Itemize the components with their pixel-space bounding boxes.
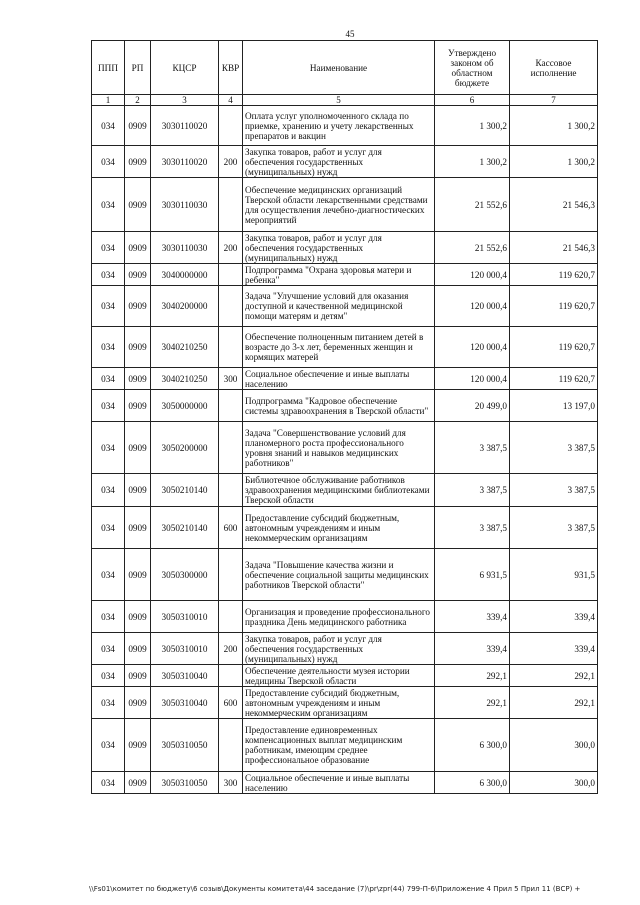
row-executed: 21 546,3 bbox=[510, 178, 598, 232]
row-kcsr: 3030110030 bbox=[151, 178, 219, 232]
row-kvr bbox=[219, 178, 243, 232]
row-executed: 119 620,7 bbox=[510, 327, 598, 368]
header-row bbox=[92, 41, 598, 95]
row-kcsr: 3050310010 bbox=[151, 633, 219, 665]
row-rp: 0909 bbox=[125, 368, 151, 390]
table-row bbox=[92, 474, 598, 507]
row-name: Библиотечное обслуживание работников здравоохранения медицинскими библиотеками Тверской области bbox=[243, 474, 435, 507]
row-ppp: 034 bbox=[92, 687, 125, 719]
row-kvr: 600 bbox=[219, 687, 243, 719]
table-row bbox=[92, 368, 598, 390]
row-kvr bbox=[219, 719, 243, 772]
row-rp: 0909 bbox=[125, 474, 151, 507]
row-kcsr: 3050310050 bbox=[151, 772, 219, 794]
row-name: Оплата услуг уполномоченного склада по приемке, хранению и учету лекарственных препаратов и вакцин bbox=[243, 106, 435, 146]
header-approved: Утверждено законом об областном бюджете bbox=[435, 41, 510, 95]
row-kcsr: 3050310050 bbox=[151, 719, 219, 772]
row-name: Предоставление субсидий бюджетным, автономным учреждениям и иным некоммерческим организациям bbox=[243, 687, 435, 719]
row-ppp: 034 bbox=[92, 327, 125, 368]
row-approved: 1 300,2 bbox=[435, 146, 510, 178]
row-approved: 120 000,4 bbox=[435, 264, 510, 286]
row-kvr bbox=[219, 106, 243, 146]
row-ppp: 034 bbox=[92, 474, 125, 507]
row-kvr bbox=[219, 422, 243, 474]
row-name: Обеспечение полноценным питанием детей в возрасте до 3-х лет, беременных женщин и кормящих матерей bbox=[243, 327, 435, 368]
table-row bbox=[92, 687, 598, 719]
row-ppp: 034 bbox=[92, 719, 125, 772]
row-rp: 0909 bbox=[125, 665, 151, 687]
table-row bbox=[92, 719, 598, 772]
header-name: Наименование bbox=[243, 41, 435, 95]
table-row bbox=[92, 390, 598, 422]
row-name: Предоставление единовременных компенсационных выплат медицинским работникам, имеющим среднее профессиональное образование bbox=[243, 719, 435, 772]
row-approved: 292,1 bbox=[435, 687, 510, 719]
row-kcsr: 3050200000 bbox=[151, 422, 219, 474]
row-approved: 120 000,4 bbox=[435, 327, 510, 368]
header-kvr: КВР bbox=[219, 41, 243, 95]
row-kvr: 200 bbox=[219, 633, 243, 665]
row-name: Организация и проведение профессионального праздника День медицинского работника bbox=[243, 601, 435, 633]
row-name: Обеспечение деятельности музея истории медицины Тверской области bbox=[243, 665, 435, 687]
column-number: 5 bbox=[243, 95, 435, 106]
row-executed: 339,4 bbox=[510, 633, 598, 665]
row-kcsr: 3030110020 bbox=[151, 106, 219, 146]
row-ppp: 034 bbox=[92, 264, 125, 286]
row-approved: 3 387,5 bbox=[435, 422, 510, 474]
row-approved: 339,4 bbox=[435, 601, 510, 633]
row-kvr: 300 bbox=[219, 772, 243, 794]
row-ppp: 034 bbox=[92, 633, 125, 665]
row-approved: 21 552,6 bbox=[435, 178, 510, 232]
row-rp: 0909 bbox=[125, 146, 151, 178]
row-kvr: 200 bbox=[219, 146, 243, 178]
row-rp: 0909 bbox=[125, 687, 151, 719]
table-row bbox=[92, 422, 598, 474]
row-approved: 3 387,5 bbox=[435, 507, 510, 549]
row-rp: 0909 bbox=[125, 633, 151, 665]
column-number: 3 bbox=[151, 95, 219, 106]
file-path-footer: \\Fs01\комитет по бюджету\6 созыв\Документы комитета\44 заседание (7)\pr\zpr(44) 799-П-6\Приложение 4 Прил 5 Прил 11 (ВСР) + bbox=[89, 885, 581, 893]
row-rp: 0909 bbox=[125, 422, 151, 474]
table-row bbox=[92, 549, 598, 601]
table-row bbox=[92, 146, 598, 178]
column-number: 6 bbox=[435, 95, 510, 106]
row-approved: 120 000,4 bbox=[435, 286, 510, 327]
row-ppp: 034 bbox=[92, 390, 125, 422]
table-row bbox=[92, 264, 598, 286]
row-executed: 931,5 bbox=[510, 549, 598, 601]
row-kcsr: 3050310040 bbox=[151, 687, 219, 719]
table-row bbox=[92, 633, 598, 665]
row-rp: 0909 bbox=[125, 106, 151, 146]
row-approved: 20 499,0 bbox=[435, 390, 510, 422]
table-row bbox=[92, 327, 598, 368]
row-ppp: 034 bbox=[92, 286, 125, 327]
row-kvr bbox=[219, 549, 243, 601]
row-kcsr: 3050310040 bbox=[151, 665, 219, 687]
row-kcsr: 3050210140 bbox=[151, 507, 219, 549]
row-rp: 0909 bbox=[125, 772, 151, 794]
row-kcsr: 3030110020 bbox=[151, 146, 219, 178]
row-rp: 0909 bbox=[125, 327, 151, 368]
page-number: 45 bbox=[345, 29, 355, 39]
row-rp: 0909 bbox=[125, 390, 151, 422]
table-row bbox=[92, 601, 598, 633]
header-ppp: ППП bbox=[92, 41, 125, 95]
row-executed: 21 546,3 bbox=[510, 232, 598, 264]
row-kvr bbox=[219, 601, 243, 633]
row-name: Подпрограмма "Охрана здоровья матери и ребенка" bbox=[243, 264, 435, 286]
row-rp: 0909 bbox=[125, 232, 151, 264]
row-kcsr: 3050310010 bbox=[151, 601, 219, 633]
row-kvr bbox=[219, 390, 243, 422]
row-approved: 1 300,2 bbox=[435, 106, 510, 146]
row-ppp: 034 bbox=[92, 422, 125, 474]
row-ppp: 034 bbox=[92, 232, 125, 264]
row-kvr: 300 bbox=[219, 368, 243, 390]
row-approved: 339,4 bbox=[435, 633, 510, 665]
row-name: Закупка товаров, работ и услуг для обеспечения государственных (муниципальных) нужд bbox=[243, 146, 435, 178]
row-kcsr: 3040210250 bbox=[151, 368, 219, 390]
row-executed: 119 620,7 bbox=[510, 368, 598, 390]
row-executed: 3 387,5 bbox=[510, 474, 598, 507]
row-executed: 292,1 bbox=[510, 665, 598, 687]
row-rp: 0909 bbox=[125, 286, 151, 327]
row-executed: 300,0 bbox=[510, 772, 598, 794]
row-executed: 1 300,2 bbox=[510, 146, 598, 178]
row-kcsr: 3040210250 bbox=[151, 327, 219, 368]
row-executed: 3 387,5 bbox=[510, 422, 598, 474]
row-rp: 0909 bbox=[125, 719, 151, 772]
row-name: Задача "Улучшение условий для оказания доступной и качественной медицинской помощи матерям и детям" bbox=[243, 286, 435, 327]
column-number: 4 bbox=[219, 95, 243, 106]
row-name: Задача "Повышение качества жизни и обеспечение социальной защиты медицинских работников Тверской области" bbox=[243, 549, 435, 601]
row-kcsr: 3050000000 bbox=[151, 390, 219, 422]
row-name: Задача "Совершенствование условий для планомерного роста профессионального уровня знаний и навыков медицинских работников" bbox=[243, 422, 435, 474]
row-name: Закупка товаров, работ и услуг для обеспечения государственных (муниципальных) нужд bbox=[243, 232, 435, 264]
row-name: Обеспечение медицинских организаций Тверской области лекарственными средствами для осуществления лечебно-диагностических мероприятий bbox=[243, 178, 435, 232]
row-executed: 3 387,5 bbox=[510, 507, 598, 549]
row-ppp: 034 bbox=[92, 368, 125, 390]
table-row bbox=[92, 665, 598, 687]
row-executed: 1 300,2 bbox=[510, 106, 598, 146]
row-executed: 119 620,7 bbox=[510, 286, 598, 327]
row-approved: 3 387,5 bbox=[435, 474, 510, 507]
row-rp: 0909 bbox=[125, 601, 151, 633]
header-kcsr: КЦСР bbox=[151, 41, 219, 95]
header-executed: Кассовое исполнение bbox=[510, 41, 598, 95]
row-kvr bbox=[219, 665, 243, 687]
row-approved: 6 300,0 bbox=[435, 772, 510, 794]
row-approved: 6 300,0 bbox=[435, 719, 510, 772]
row-executed: 339,4 bbox=[510, 601, 598, 633]
row-ppp: 034 bbox=[92, 549, 125, 601]
row-kcsr: 3050210140 bbox=[151, 474, 219, 507]
row-approved: 21 552,6 bbox=[435, 232, 510, 264]
row-kvr: 600 bbox=[219, 507, 243, 549]
column-number: 1 bbox=[92, 95, 125, 106]
row-name: Предоставление субсидий бюджетным, автономным учреждениям и иным некоммерческим организациям bbox=[243, 507, 435, 549]
column-number: 2 bbox=[125, 95, 151, 106]
row-rp: 0909 bbox=[125, 549, 151, 601]
row-approved: 6 931,5 bbox=[435, 549, 510, 601]
table-row bbox=[92, 232, 598, 264]
row-kvr bbox=[219, 264, 243, 286]
row-ppp: 034 bbox=[92, 507, 125, 549]
row-name: Закупка товаров, работ и услуг для обеспечения государственных (муниципальных) нужд bbox=[243, 633, 435, 665]
row-kvr bbox=[219, 327, 243, 368]
row-rp: 0909 bbox=[125, 507, 151, 549]
row-ppp: 034 bbox=[92, 665, 125, 687]
row-executed: 292,1 bbox=[510, 687, 598, 719]
row-kvr: 200 bbox=[219, 232, 243, 264]
row-ppp: 034 bbox=[92, 106, 125, 146]
header-rp: РП bbox=[125, 41, 151, 95]
row-name: Социальное обеспечение и иные выплаты населению bbox=[243, 368, 435, 390]
row-approved: 120 000,4 bbox=[435, 368, 510, 390]
column-number-row bbox=[92, 95, 598, 106]
row-ppp: 034 bbox=[92, 178, 125, 232]
row-kvr bbox=[219, 474, 243, 507]
row-kcsr: 3030110030 bbox=[151, 232, 219, 264]
row-kcsr: 3040200000 bbox=[151, 286, 219, 327]
row-kcsr: 3040000000 bbox=[151, 264, 219, 286]
row-ppp: 034 bbox=[92, 601, 125, 633]
table-row bbox=[92, 178, 598, 232]
row-kcsr: 3050300000 bbox=[151, 549, 219, 601]
row-ppp: 034 bbox=[92, 146, 125, 178]
table-row bbox=[92, 507, 598, 549]
row-ppp: 034 bbox=[92, 772, 125, 794]
column-number: 7 bbox=[510, 95, 598, 106]
row-rp: 0909 bbox=[125, 178, 151, 232]
row-approved: 292,1 bbox=[435, 665, 510, 687]
table-row bbox=[92, 106, 598, 146]
row-name: Социальное обеспечение и иные выплаты населению bbox=[243, 772, 435, 794]
row-kvr bbox=[219, 286, 243, 327]
budget-execution-table bbox=[91, 40, 598, 794]
table-row bbox=[92, 286, 598, 327]
row-executed: 119 620,7 bbox=[510, 264, 598, 286]
row-executed: 300,0 bbox=[510, 719, 598, 772]
table-row bbox=[92, 772, 598, 794]
row-rp: 0909 bbox=[125, 264, 151, 286]
row-name: Подпрограмма "Кадровое обеспечение системы здравоохранения в Тверской области" bbox=[243, 390, 435, 422]
row-executed: 13 197,0 bbox=[510, 390, 598, 422]
